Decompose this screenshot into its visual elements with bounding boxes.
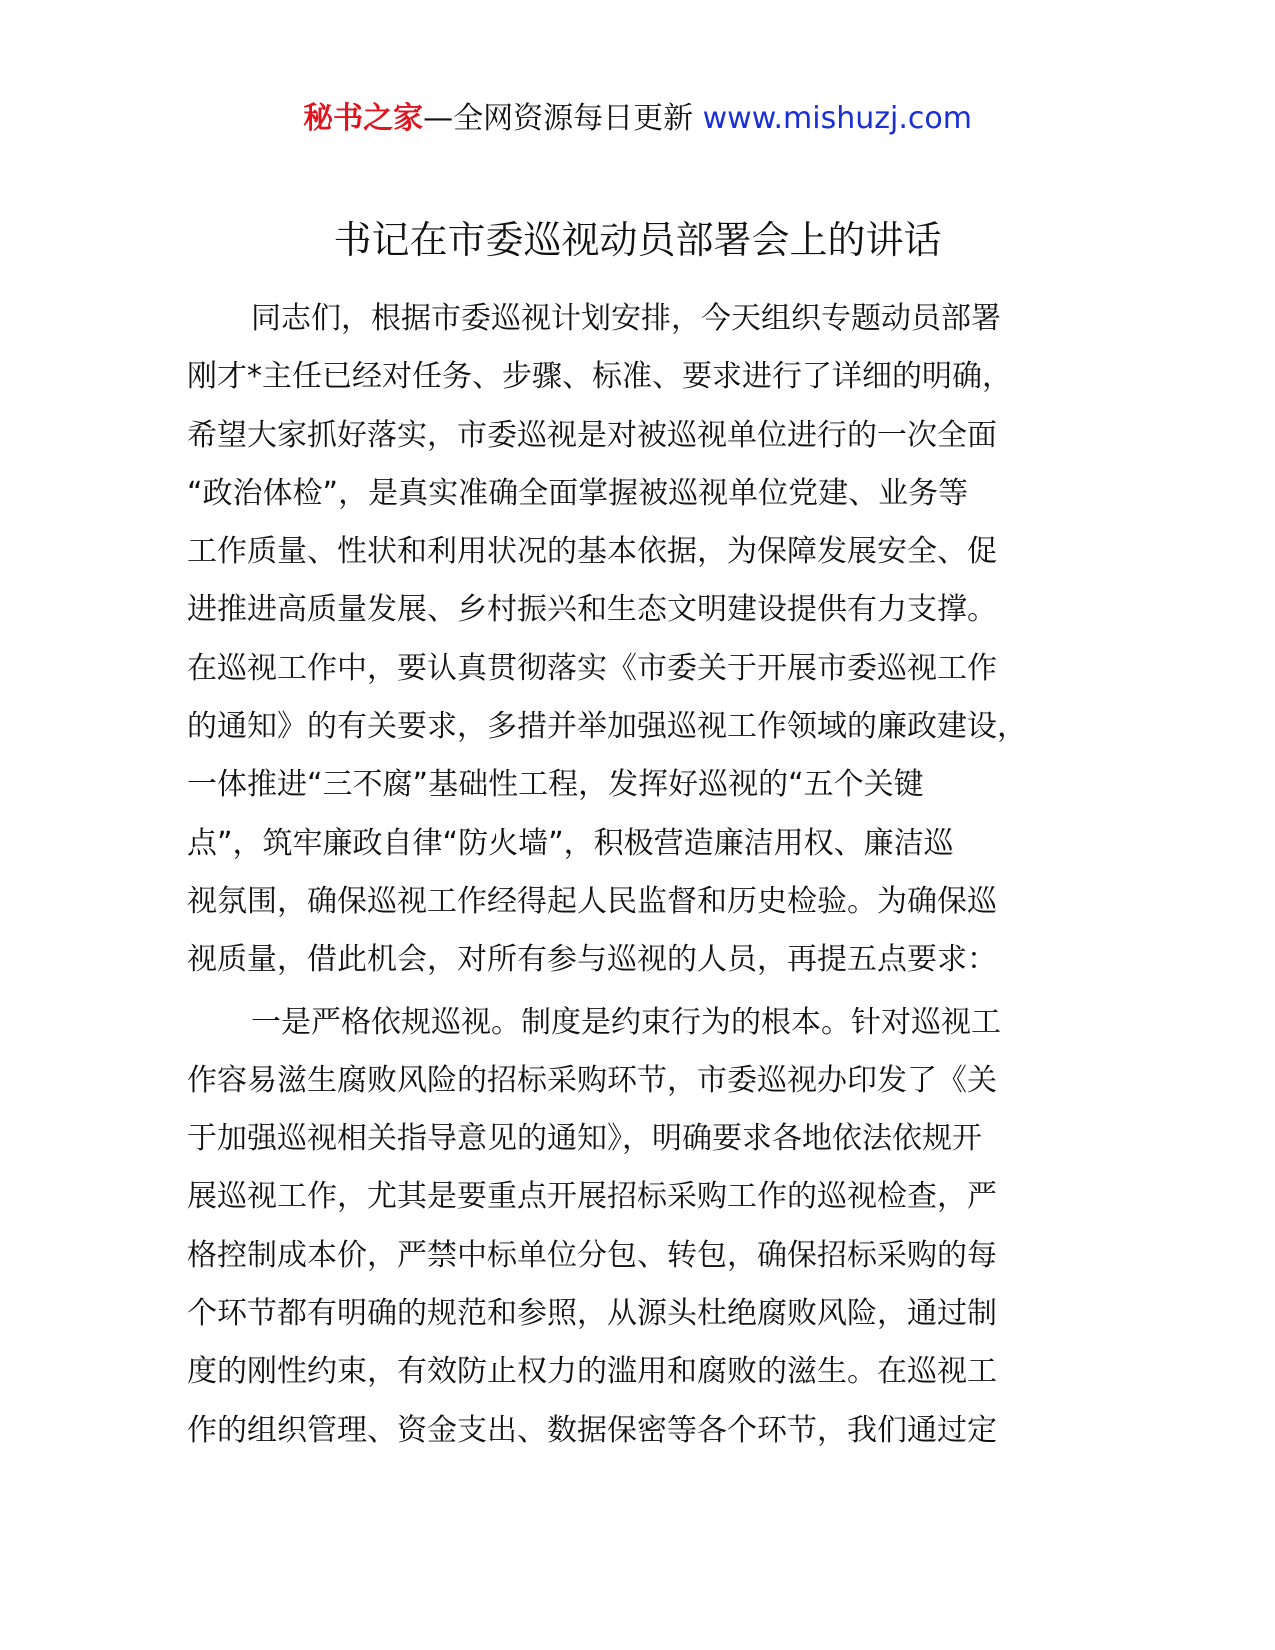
document-title: 书记在市委巡视动员部署会上的讲话	[333, 218, 942, 262]
site-url-link[interactable]: www.mishuzj.com	[702, 101, 972, 136]
text-line: 视质量，借此机会，对所有参与巡视的人员，再提五点要求：	[187, 942, 997, 978]
text-line: 作容易滋生腐败风险的招标采购环节，市委巡视办印发了《关	[187, 1062, 997, 1098]
text-line: 进推进高质量发展、乡村振兴和生态文明建设提供有力支撑。	[187, 592, 997, 628]
text-line: 同志们，根据市委巡视计划安排，今天组织专题动员部署	[251, 301, 1001, 336]
text-line: “政治体检”，是真实准确全面掌握被巡视单位党建、业务等	[187, 475, 969, 511]
text-line: 于加强巡视相关指导意见的通知》，明确要求各地依法依规开	[187, 1121, 982, 1157]
text-line: 一体推进“三不腐”基础性工程，发挥好巡视的“五个关键	[187, 767, 924, 803]
text-line: 一是严格依规巡视。制度是约束行为的根本。针对巡视工	[251, 1004, 1001, 1040]
text-line: 工作质量、性状和利用状况的基本依据，为保障发展安全、促	[187, 534, 997, 570]
paragraph-point-one	[187, 994, 1087, 1460]
paragraph-opening	[187, 290, 1087, 990]
text-line: 个环节都有明确的规范和参照，从源头杜绝腐败风险，通过制	[187, 1296, 997, 1332]
text-line: 作的组织管理、资金支出、数据保密等各个环节，我们通过定	[187, 1412, 997, 1448]
text-line: 希望大家抓好落实，市委巡视是对被巡视单位进行的一次全面	[187, 417, 997, 453]
text-line: 的通知》的有关要求，多措并举加强巡视工作领域的廉政建设，	[187, 709, 1027, 745]
text-line: 格控制成本价，严禁中标单位分包、转包，确保招标采购的每	[187, 1237, 997, 1273]
site-brand: 秘书之家	[303, 101, 424, 136]
text-line: 视氛围，确保巡视工作经得起人民监督和历史检验。为确保巡	[187, 883, 997, 919]
text-line: 刚才*主任已经对任务、步骤、标准、要求进行了详细的明确，	[187, 359, 1012, 395]
site-banner	[0, 95, 1275, 143]
site-tagline: —全网资源每日更新	[423, 101, 703, 136]
document-body	[187, 290, 1087, 1460]
text-line: 度的刚性约束，有效防止权力的滥用和腐败的滋生。在巡视工	[187, 1354, 997, 1390]
text-line: 在巡视工作中，要认真贯彻落实《市委关于开展市委巡视工作	[187, 650, 997, 686]
text-line: 点”，筑牢廉政自律“防火墙”，积极营造廉洁用权、廉洁巡	[187, 825, 954, 861]
text-line: 展巡视工作，尤其是要重点开展招标采购工作的巡视检查，严	[187, 1179, 997, 1215]
